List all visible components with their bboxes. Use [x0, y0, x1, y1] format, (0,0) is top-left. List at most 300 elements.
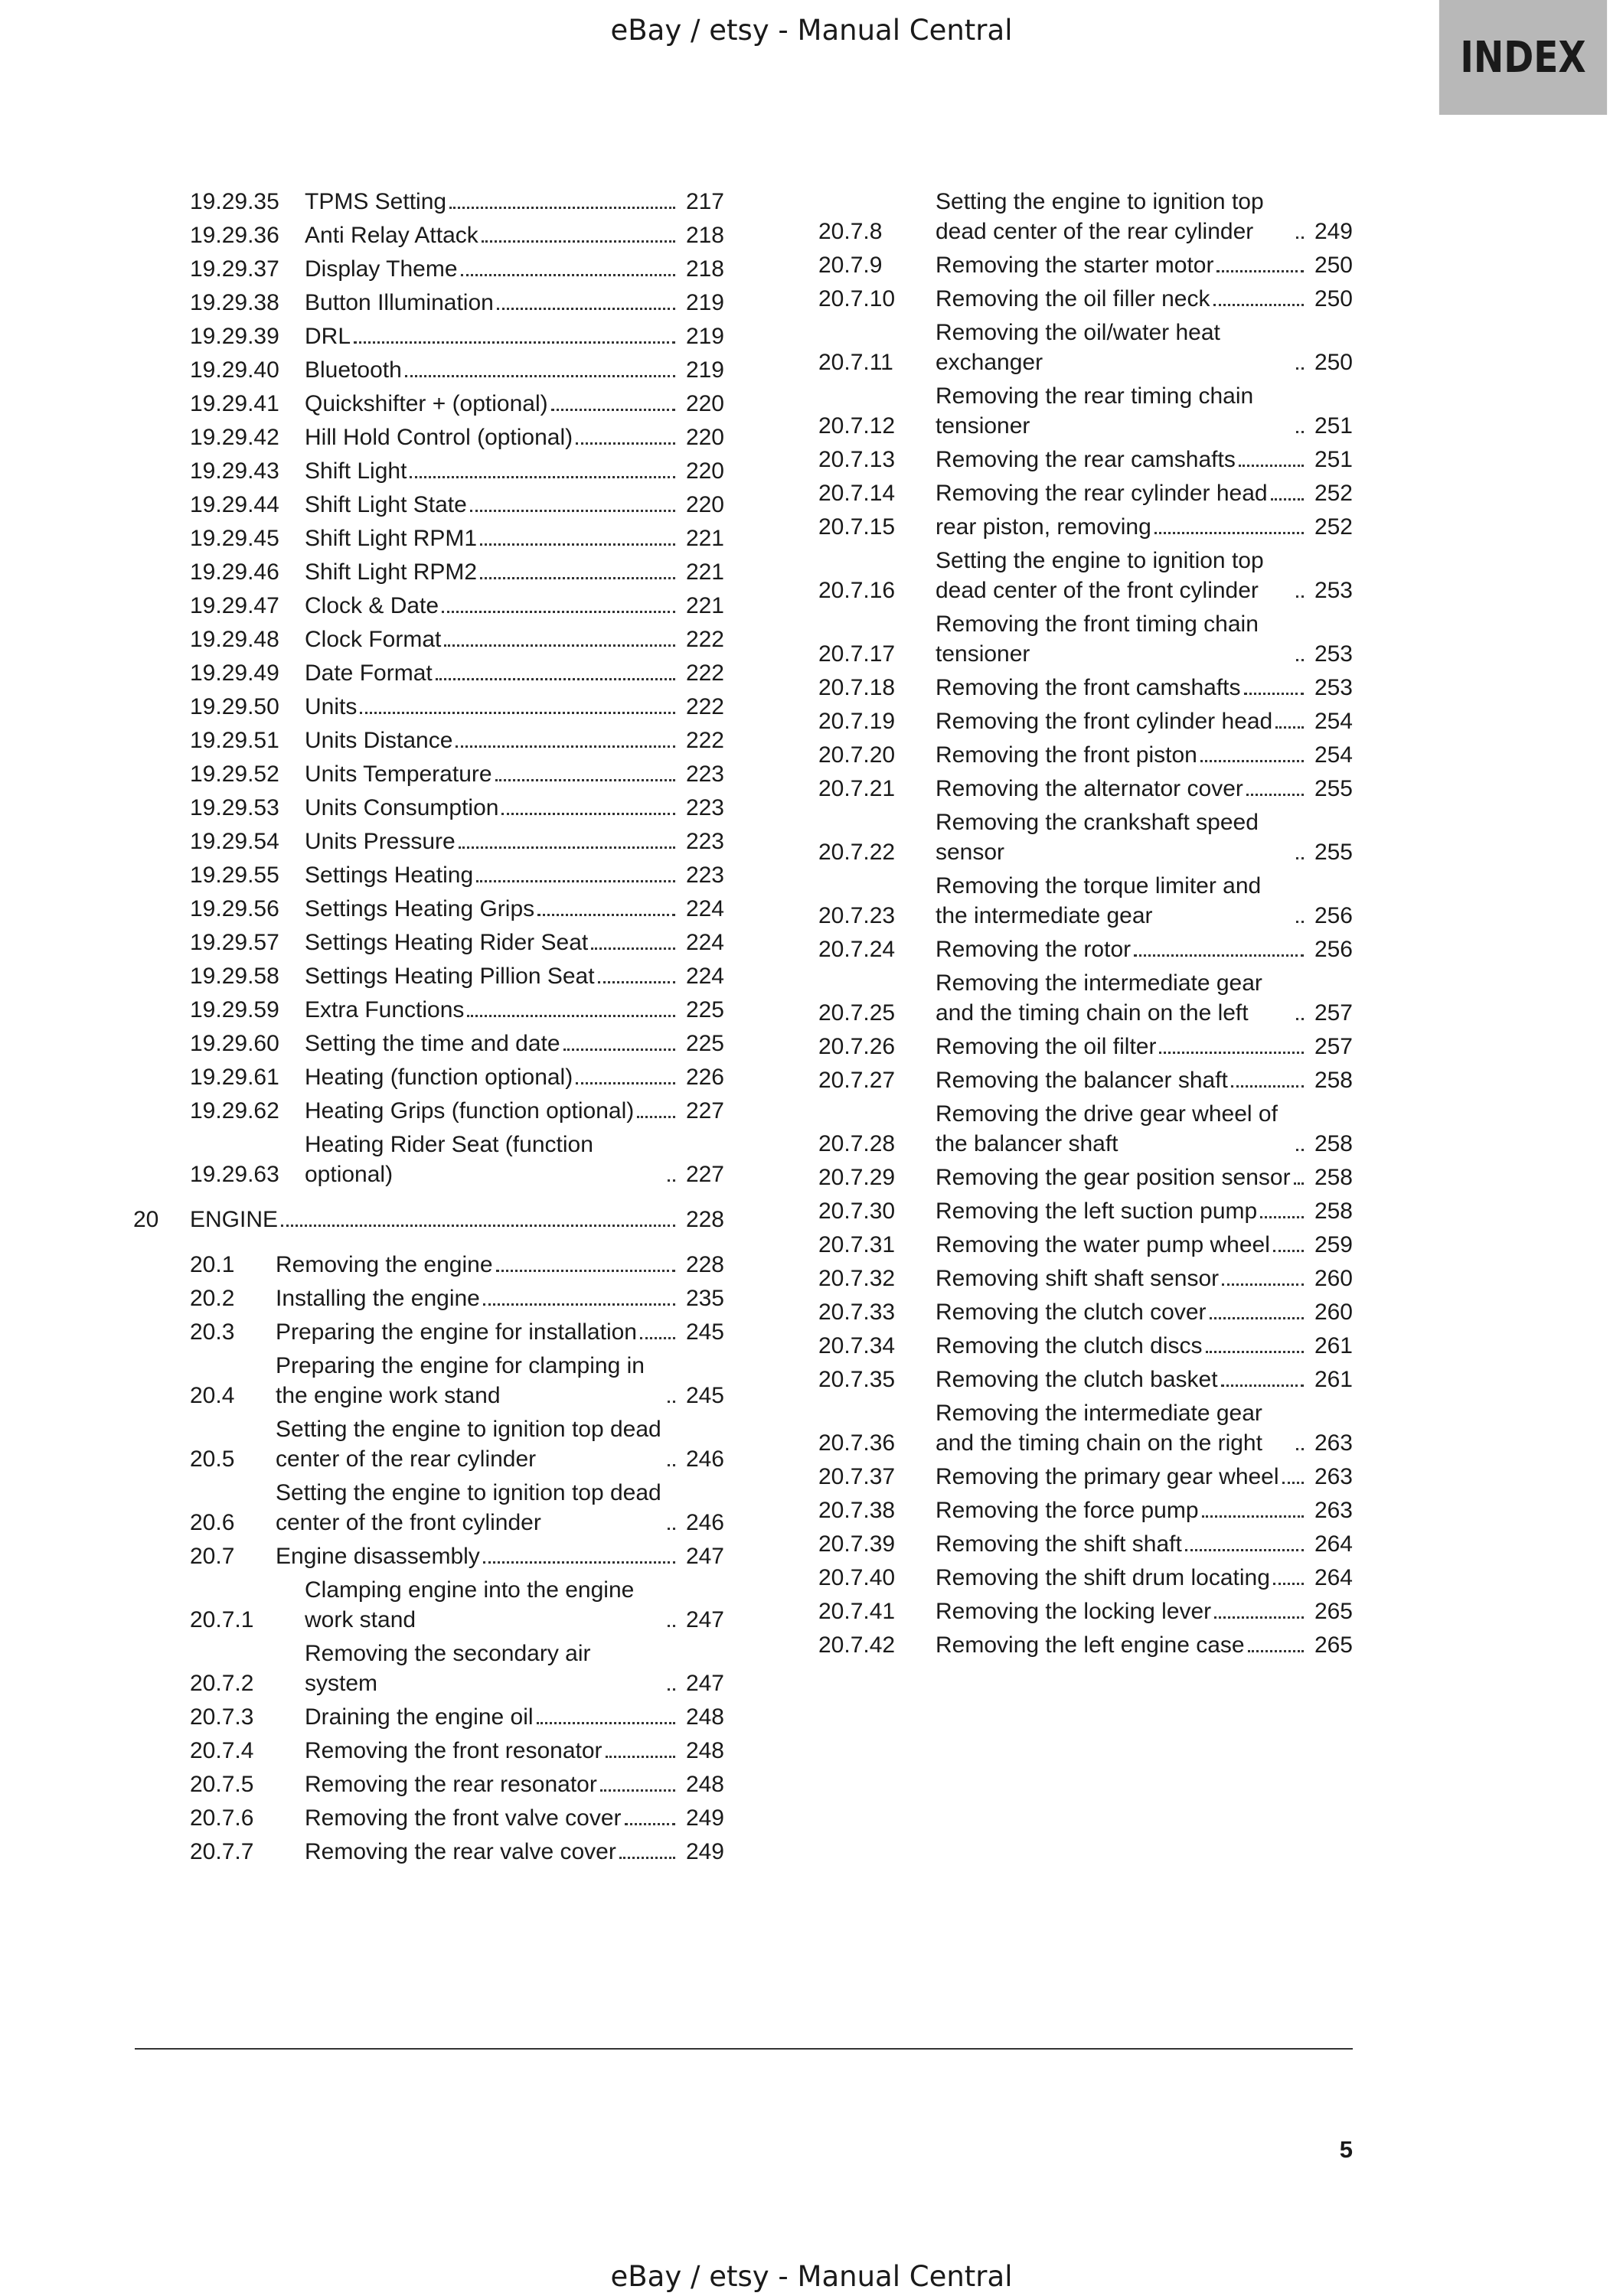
- entry-number: 20.7.33: [818, 1300, 896, 1325]
- entry-page: 247: [685, 1671, 724, 1696]
- entry-title: Removing the gear position sensor: [936, 1165, 1291, 1190]
- entry-text: [305, 726, 680, 755]
- entry-number: 19.29.43: [190, 458, 279, 484]
- entry-title: Hill Hold Control (optional): [305, 425, 573, 450]
- entry-title: Settings Heating: [305, 863, 474, 888]
- entry-text: [936, 1264, 1308, 1293]
- entry-text: [305, 995, 680, 1025]
- toc-entry[interactable]: [190, 692, 724, 722]
- entry-number: 20.7.39: [818, 1531, 896, 1557]
- header-watermark: eBay / etsy - Manual Central: [610, 14, 1013, 47]
- entry-number: 20.7.36: [818, 1430, 896, 1456]
- toc-entry[interactable]: [818, 1331, 1353, 1361]
- toc-entry[interactable]: [190, 523, 724, 553]
- toc-entry[interactable]: [818, 1163, 1353, 1192]
- toc-entry[interactable]: [190, 1351, 724, 1411]
- entry-text: [305, 1062, 680, 1092]
- entry-page: 258: [1314, 1199, 1353, 1224]
- entry-text: [936, 1563, 1308, 1593]
- entry-text: [305, 389, 680, 419]
- entry-text: [936, 968, 1308, 1028]
- toc-entry[interactable]: [818, 284, 1353, 314]
- entry-number: 20.7: [190, 1544, 235, 1569]
- entry-text: [305, 625, 680, 654]
- entry-page: 247: [685, 1544, 724, 1569]
- entry-number: 19.29.41: [190, 391, 279, 416]
- toc-entry[interactable]: [818, 1462, 1353, 1492]
- toc-entry[interactable]: [818, 1196, 1353, 1226]
- entry-page: 263: [1314, 1498, 1353, 1523]
- toc-chapter-20[interactable]: [133, 1205, 724, 1234]
- toc-entry[interactable]: [190, 1283, 724, 1313]
- entry-title: Removing the front cylinder head: [936, 709, 1273, 734]
- dot-leader: [1239, 465, 1304, 467]
- entry-title: Removing the oil filler neck: [936, 286, 1210, 311]
- entry-page: 223: [685, 762, 724, 787]
- entry-text: [936, 1630, 1308, 1660]
- dot-leader: [360, 712, 675, 714]
- dot-leader: [1222, 1283, 1304, 1286]
- toc-entry[interactable]: [190, 1478, 724, 1538]
- entry-page: 224: [685, 930, 724, 955]
- entry-title: Heating Grips (function optional): [305, 1098, 635, 1124]
- dot-leader: [501, 813, 675, 815]
- dot-leader: [668, 1528, 675, 1530]
- dot-leader: [637, 1116, 675, 1118]
- toc-entry[interactable]: [818, 609, 1353, 669]
- entry-number: 20.7.2: [190, 1671, 254, 1696]
- entry-title: Removing the front piston: [936, 742, 1197, 768]
- toc-entry[interactable]: [818, 968, 1353, 1028]
- dot-leader: [459, 846, 675, 849]
- dot-leader: [456, 745, 675, 748]
- toc-entry[interactable]: [190, 658, 724, 688]
- entry-page: 248: [685, 1704, 724, 1730]
- dot-leader: [470, 510, 675, 512]
- toc-entry[interactable]: [190, 1639, 724, 1698]
- dot-leader: [1282, 1482, 1304, 1484]
- entry-page: 223: [685, 795, 724, 820]
- toc-group-20: [190, 1250, 724, 1571]
- entry-page: 257: [1314, 1000, 1353, 1026]
- footer-watermark: eBay / etsy - Manual Central: [610, 2260, 1013, 2293]
- dot-leader: [1214, 1616, 1304, 1619]
- toc-entry[interactable]: [818, 1264, 1353, 1293]
- entry-number: 20.7.21: [818, 776, 896, 801]
- dot-leader: [476, 880, 675, 882]
- toc-entry[interactable]: [190, 1096, 724, 1126]
- dot-leader: [606, 1756, 675, 1758]
- toc-entry[interactable]: [818, 250, 1353, 280]
- toc-group-20-7-cont: [818, 187, 1353, 1660]
- entry-title: Removing the front camshafts: [936, 675, 1241, 700]
- dot-leader: [495, 779, 675, 781]
- entry-title: Heating (function optional): [305, 1065, 573, 1090]
- entry-title: Removing the shift shaft: [936, 1531, 1182, 1557]
- entry-title: Removing the starter motor: [936, 253, 1214, 278]
- dot-leader: [1202, 1515, 1304, 1518]
- entry-number: 20.7.18: [818, 675, 896, 700]
- entry-text: [305, 1575, 680, 1635]
- entry-text: [936, 318, 1308, 377]
- entry-page: 253: [1314, 641, 1353, 667]
- dot-leader: [1213, 304, 1305, 306]
- toc-entry[interactable]: [818, 934, 1353, 964]
- entry-number: 20.7.5: [190, 1772, 254, 1797]
- entry-text: [305, 1803, 680, 1833]
- entry-page: 249: [685, 1805, 724, 1831]
- entry-title: rear piston, removing: [936, 514, 1151, 540]
- entry-page: 224: [685, 964, 724, 989]
- dot-leader: [281, 1225, 675, 1227]
- entry-number: 20.7.32: [818, 1266, 896, 1291]
- toc-entry[interactable]: [818, 1230, 1353, 1260]
- dot-leader: [1200, 760, 1304, 762]
- entry-page: 220: [685, 458, 724, 484]
- dot-leader: [1231, 1085, 1304, 1088]
- entry-title: Clamping engine into the engine work stand: [305, 1577, 635, 1632]
- toc-right-column: [818, 187, 1353, 1664]
- entry-text: [305, 321, 680, 351]
- entry-text: [305, 187, 680, 217]
- entry-text: [936, 706, 1308, 736]
- toc-entry[interactable]: [818, 673, 1353, 703]
- entry-page: 253: [1314, 675, 1353, 700]
- entry-page: 256: [1314, 937, 1353, 962]
- toc-entry[interactable]: [818, 1495, 1353, 1525]
- entry-page: 255: [1314, 776, 1353, 801]
- dot-leader: [1296, 1448, 1304, 1450]
- dot-leader: [496, 1270, 675, 1272]
- entry-title: TPMS Setting: [305, 189, 447, 214]
- dot-leader: [563, 1049, 675, 1051]
- entry-number: 19.29.61: [190, 1065, 279, 1090]
- entry-number: 19.29.44: [190, 492, 279, 517]
- entry-page: 252: [1314, 481, 1353, 506]
- dot-leader: [1185, 1549, 1304, 1551]
- entry-number: 20.7.31: [818, 1232, 896, 1257]
- toc-entry[interactable]: [818, 1630, 1353, 1660]
- entry-number: 20.7.16: [818, 578, 896, 603]
- toc-entry[interactable]: [190, 456, 724, 486]
- entry-number: 19.29.53: [190, 795, 279, 820]
- entry-title: Clock Format: [305, 627, 442, 652]
- entry-text: [305, 658, 680, 688]
- entry-page: 218: [685, 223, 724, 248]
- entry-title: Setting the engine to ignition top dead center of the front cylinder: [276, 1480, 661, 1535]
- entry-page: 263: [1314, 1430, 1353, 1456]
- entry-page: 225: [685, 1031, 724, 1056]
- toc-entry[interactable]: [818, 318, 1353, 377]
- entry-page: 260: [1314, 1266, 1353, 1291]
- entry-number: 20.2: [190, 1286, 235, 1311]
- toc-entry[interactable]: [190, 1541, 724, 1571]
- entry-page: 221: [685, 559, 724, 585]
- entry-title: Units Distance: [305, 728, 453, 753]
- toc-entry[interactable]: [190, 726, 724, 755]
- entry-title: Setting the engine to ignition top dead center of the rear cylinder: [276, 1417, 661, 1472]
- entry-title: Removing the intermediate gear and the timing chain on the right: [936, 1401, 1262, 1456]
- entry-title: Removing the crankshaft speed sensor: [936, 810, 1259, 865]
- toc-entry[interactable]: [818, 381, 1353, 441]
- toc-entry[interactable]: [190, 1250, 724, 1280]
- dot-leader: [480, 543, 675, 546]
- toc-entry[interactable]: [190, 355, 724, 385]
- entry-title: Clock & Date: [305, 593, 439, 618]
- entry-text: [305, 1130, 680, 1189]
- entry-number: 19.29.36: [190, 223, 279, 248]
- toc-entry[interactable]: [190, 1130, 724, 1189]
- dot-leader: [444, 644, 675, 647]
- entry-page: 254: [1314, 709, 1353, 734]
- entry-text: [276, 1283, 680, 1313]
- toc-entry[interactable]: [190, 793, 724, 823]
- entry-page: 258: [1314, 1068, 1353, 1093]
- entry-title: Removing the rear valve cover: [305, 1839, 616, 1864]
- toc-entry[interactable]: [190, 759, 724, 789]
- toc-entry[interactable]: [190, 1575, 724, 1635]
- toc-entry[interactable]: [190, 1029, 724, 1058]
- dot-leader: [1296, 595, 1304, 598]
- toc-entry[interactable]: [818, 807, 1353, 867]
- dot-leader: [1296, 921, 1304, 923]
- toc-entry[interactable]: [190, 1803, 724, 1833]
- toc-entry[interactable]: [190, 389, 724, 419]
- dot-leader: [1296, 857, 1304, 859]
- toc-entry[interactable]: [190, 1736, 724, 1766]
- toc-entry[interactable]: [818, 871, 1353, 931]
- dot-leader: [668, 1401, 675, 1403]
- entry-number: 20.7.17: [818, 641, 896, 667]
- entry-number: 19.29.52: [190, 762, 279, 787]
- dot-leader: [537, 1722, 675, 1724]
- entry-number: 20.7.6: [190, 1805, 254, 1831]
- toc-entry[interactable]: [190, 321, 724, 351]
- toc-entry[interactable]: [190, 860, 724, 890]
- entry-page: 227: [685, 1162, 724, 1187]
- dot-leader: [467, 1015, 675, 1017]
- entry-page: 247: [685, 1607, 724, 1632]
- dot-leader: [576, 442, 675, 445]
- entry-page: 222: [685, 728, 724, 753]
- entry-number: 19.29.45: [190, 526, 279, 551]
- toc-entry[interactable]: [190, 288, 724, 318]
- entry-text: [276, 1414, 680, 1474]
- dot-leader: [668, 1179, 675, 1182]
- dot-leader: [640, 1337, 675, 1339]
- toc-entry[interactable]: [818, 1065, 1353, 1095]
- entry-text: [936, 934, 1308, 964]
- entry-number: 19.29.40: [190, 357, 279, 383]
- entry-text: [936, 1529, 1308, 1559]
- entry-text: [305, 759, 680, 789]
- toc-entry[interactable]: [190, 1769, 724, 1799]
- entry-title: Settings Heating Pillion Seat: [305, 964, 595, 989]
- entry-number: 20.7.7: [190, 1839, 254, 1864]
- entry-title: Units Temperature: [305, 762, 492, 787]
- dot-leader: [591, 947, 675, 950]
- toc-entry[interactable]: [190, 187, 724, 217]
- toc-entry[interactable]: [818, 445, 1353, 475]
- toc-entry[interactable]: [818, 706, 1353, 736]
- dot-leader: [1296, 1018, 1304, 1020]
- entry-page: 224: [685, 896, 724, 921]
- dot-leader: [436, 678, 675, 680]
- entry-text: [936, 1331, 1308, 1361]
- toc-entry[interactable]: [818, 478, 1353, 508]
- entry-number: 19.29.46: [190, 559, 279, 585]
- entry-text: [305, 1029, 680, 1058]
- entry-title: Removing the rear cylinder head: [936, 481, 1268, 506]
- entry-title: Removing the clutch basket: [936, 1367, 1218, 1392]
- entry-number: 20.7.4: [190, 1738, 254, 1763]
- entry-title: Button Illumination: [305, 290, 494, 315]
- entry-text: [305, 692, 680, 722]
- dot-leader: [410, 476, 675, 478]
- dot-leader: [482, 240, 675, 243]
- entry-title: Units Pressure: [305, 829, 456, 854]
- entry-number: 20.7.15: [818, 514, 896, 540]
- entry-title: Removing the engine: [276, 1252, 493, 1277]
- dot-leader: [551, 409, 675, 411]
- toc-entry[interactable]: [190, 220, 724, 250]
- entry-title: Setting the engine to ignition top dead center of the front cylinder: [936, 548, 1264, 603]
- entry-text: [936, 478, 1308, 508]
- entry-text: [936, 774, 1308, 804]
- dot-leader: [598, 981, 675, 983]
- entry-title: Heating Rider Seat (function optional): [305, 1132, 593, 1187]
- toc-entry[interactable]: [818, 1297, 1353, 1327]
- entry-page: 223: [685, 863, 724, 888]
- toc-entry[interactable]: [190, 490, 724, 520]
- entry-text: [936, 1099, 1308, 1159]
- toc-entry[interactable]: [818, 1398, 1353, 1458]
- entry-title: Settings Heating Grips: [305, 896, 535, 921]
- entry-title: Removing the oil/water heat exchanger: [936, 320, 1220, 375]
- toc-entry[interactable]: [190, 928, 724, 957]
- toc-entry[interactable]: [190, 1317, 724, 1347]
- entry-number: 20.7.37: [818, 1464, 896, 1489]
- entry-page: 255: [1314, 840, 1353, 865]
- entry-number: 19.29.62: [190, 1098, 279, 1124]
- dot-leader: [1159, 1052, 1304, 1054]
- entry-title: Removing the water pump wheel: [936, 1232, 1270, 1257]
- entry-title: Removing the front resonator: [305, 1738, 603, 1763]
- dot-leader: [1210, 1317, 1305, 1319]
- entry-text: [305, 1702, 680, 1732]
- chapter-number: 20: [133, 1207, 159, 1232]
- toc-entry[interactable]: [818, 1529, 1353, 1559]
- entry-number: 20.7.11: [818, 350, 893, 375]
- toc-entry[interactable]: [190, 591, 724, 621]
- entry-page: 222: [685, 627, 724, 652]
- toc-entry[interactable]: [190, 254, 724, 284]
- entry-number: 19.29.60: [190, 1031, 279, 1056]
- entry-text: [305, 961, 680, 991]
- entry-text: [276, 1351, 680, 1411]
- entry-number: 19.29.57: [190, 930, 279, 955]
- toc-entry[interactable]: [190, 1414, 724, 1474]
- entry-number: 19.29.50: [190, 694, 279, 719]
- dot-leader: [1154, 532, 1304, 534]
- entry-title: Installing the engine: [276, 1286, 480, 1311]
- toc-entry[interactable]: [818, 1099, 1353, 1159]
- chapter-title: ENGINE: [190, 1207, 279, 1232]
- entry-title: Removing the left engine case: [936, 1632, 1245, 1658]
- toc-entry[interactable]: [190, 1837, 724, 1867]
- toc-entry[interactable]: [190, 1702, 724, 1732]
- toc-entry[interactable]: [818, 512, 1353, 542]
- entry-number: 20.7.42: [818, 1632, 896, 1658]
- toc-entry[interactable]: [818, 1596, 1353, 1626]
- toc-entry[interactable]: [818, 1365, 1353, 1394]
- entry-text: [936, 1596, 1308, 1626]
- entry-title: Removing the rotor: [936, 937, 1132, 962]
- entry-page: 259: [1314, 1232, 1353, 1257]
- entry-number: 20.7.1: [190, 1607, 254, 1632]
- entry-text: [305, 1639, 680, 1698]
- entry-title: Removing the rear timing chain tensioner: [936, 383, 1254, 439]
- entry-page: 258: [1314, 1131, 1353, 1156]
- entry-title: Units: [305, 694, 358, 719]
- entry-page: 251: [1314, 413, 1353, 439]
- entry-text: [305, 860, 680, 890]
- dot-leader: [668, 1688, 675, 1691]
- entry-text: [936, 512, 1308, 542]
- entry-page: 217: [685, 189, 724, 214]
- entry-text: [305, 1736, 680, 1766]
- toc-entry[interactable]: [190, 995, 724, 1025]
- toc-entry[interactable]: [190, 894, 724, 924]
- entry-text: [305, 591, 680, 621]
- dot-leader: [1248, 1650, 1304, 1652]
- toc-entry[interactable]: [818, 187, 1353, 246]
- entry-page: 263: [1314, 1464, 1353, 1489]
- toc-entry[interactable]: [190, 961, 724, 991]
- toc-entry[interactable]: [818, 740, 1353, 770]
- toc-entry[interactable]: [190, 827, 724, 856]
- entry-page: 248: [685, 1772, 724, 1797]
- entry-page: 251: [1314, 447, 1353, 472]
- entry-number: 20.7.25: [818, 1000, 896, 1026]
- entry-number: 20.4: [190, 1383, 235, 1408]
- dot-leader: [1246, 794, 1304, 796]
- toc-entry[interactable]: [190, 1062, 724, 1092]
- entry-number: 20.7.13: [818, 447, 896, 472]
- entry-title: Removing the secondary air system: [305, 1641, 591, 1696]
- dot-leader: [1275, 726, 1304, 729]
- toc-entry[interactable]: [190, 422, 724, 452]
- toc-entry[interactable]: [818, 1032, 1353, 1062]
- toc-entry[interactable]: [190, 557, 724, 587]
- entry-page: 249: [685, 1839, 724, 1864]
- toc-entry[interactable]: [818, 546, 1353, 605]
- entry-text: [936, 673, 1308, 703]
- entry-page: 252: [1314, 514, 1353, 540]
- dot-leader: [1296, 431, 1304, 433]
- entry-text: [936, 871, 1308, 931]
- toc-entry[interactable]: [818, 774, 1353, 804]
- entry-page: 220: [685, 391, 724, 416]
- toc-entry[interactable]: [818, 1563, 1353, 1593]
- entry-text: [936, 740, 1308, 770]
- entry-page: 219: [685, 290, 724, 315]
- entry-page: 222: [685, 660, 724, 686]
- footer-divider: [135, 2048, 1353, 2050]
- entry-number: 19.29.39: [190, 324, 279, 349]
- toc-entry[interactable]: [190, 625, 724, 654]
- entry-number: 19.29.54: [190, 829, 279, 854]
